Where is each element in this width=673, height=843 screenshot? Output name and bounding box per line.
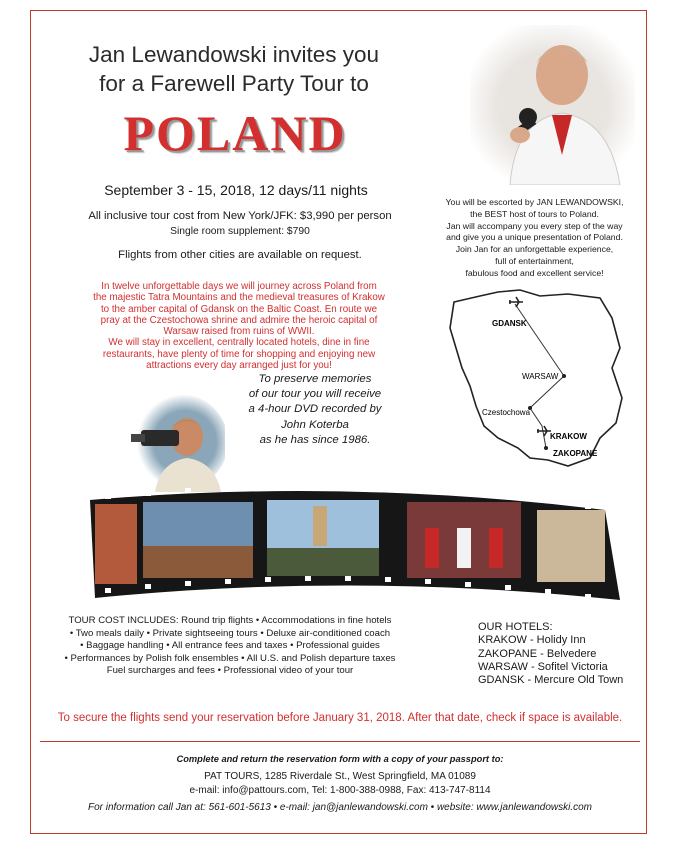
- jan-contact: For information call Jan at: 561-601-5613 • e-mail: jan@janlewandowski.com • website: www.janlewandowski.com: [87, 802, 593, 813]
- map-label-czestochowa: Czestochowa: [482, 408, 531, 417]
- poland-map: [440, 288, 630, 478]
- itinerary-line: restaurants, have plenty of time for shopping and enjoying new: [102, 348, 376, 360]
- map-label-warsaw: WARSAW: [522, 372, 559, 381]
- itinerary-line: to the amber capital of Gdansk on the Baltic Coast. En route we: [100, 303, 378, 315]
- zakopane-dot: [544, 446, 548, 450]
- hotels-heading: OUR HOTELS:: [478, 621, 553, 633]
- escort-line: Jan will accompany you every step of the way: [446, 220, 623, 231]
- includes-line: TOUR COST INCLUDES: Round trip flights • Accommodations in fine hotels: [68, 615, 392, 626]
- tour-cost: All inclusive tour cost from New York/JFK: $3,990 per person: [88, 210, 392, 222]
- company-phone-email: e-mail: info@pattours.com, Tel: 1-800-388-0988, Fax: 413-747-8114: [189, 785, 491, 797]
- hotel-item: WARSAW - Sofitel Victoria: [478, 660, 608, 673]
- includes-line: Fuel surcharges and fees • Professional video of your tour: [106, 665, 354, 677]
- flights-note: Flights from other cities are available on request.: [118, 249, 362, 261]
- itinerary-line: In twelve unforgettable days we will journey across Poland from: [101, 281, 377, 292]
- company-contact: [40, 770, 640, 799]
- film-frame-musician: [537, 510, 605, 582]
- escort-line: Join Jan for an unforgettable experience,: [455, 244, 614, 255]
- country-heading: POLAND: [123, 105, 347, 161]
- escort-line: full of entertainment,: [495, 255, 574, 266]
- page-title: [62, 40, 406, 98]
- escort-line: the BEST host of tours to Poland.: [470, 208, 599, 219]
- hotel-item: KRAKOW - Holidy Inn: [478, 634, 586, 647]
- dvd-line: a 4-hour DVD recorded by: [248, 403, 382, 416]
- dvd-line: of our tour you will receive: [248, 388, 382, 401]
- itinerary-line: We will stay in excellent, centrally located hotels, dine in fine: [108, 337, 370, 349]
- reservation-deadline: To secure the flights send your reservation before January 31, 2018. After that date, check if space is available.: [57, 712, 623, 724]
- title-line: Jan Lewandowski invites you: [88, 42, 380, 67]
- includes-line: • Performances by Polish folk ensembles • All U.S. and Polish departure taxes: [64, 652, 396, 664]
- tour-includes: [40, 615, 420, 678]
- single-supplement: Single room supplement: $790: [170, 226, 310, 237]
- map-label-gdansk: GDANSK: [492, 319, 527, 328]
- hotel-item: ZAKOPANE - Belvedere: [478, 647, 597, 660]
- film-strip: [85, 470, 625, 620]
- jan-photo: [470, 25, 635, 185]
- company-address: PAT TOURS, 1285 Riverdale St., West Springfield, MA 01089: [204, 771, 476, 782]
- itinerary-line: attractions every day arranged just for you!: [146, 360, 332, 372]
- itinerary-line: the majestic Tatra Mountains and the medieval treasures of Krakow: [93, 292, 385, 304]
- map-label-krakow: KRAKOW: [550, 432, 587, 441]
- itinerary-line: Warsaw raised from ruins of WWII.: [163, 326, 315, 338]
- reservation-instructions: Complete and return the reservation form with a copy of your passport to:: [176, 754, 504, 764]
- dvd-line: as he has since 1986.: [259, 433, 371, 446]
- dvd-text: [225, 372, 405, 448]
- map-label-zakopane: ZAKOPANE: [553, 449, 598, 458]
- itinerary-line: pray at the Czestochowa shrine and admire the heroic capital of: [100, 314, 378, 326]
- includes-line: • Two meals daily • Private sightseeing tours • Deluxe air-conditioned coach: [69, 627, 391, 639]
- divider: [40, 741, 640, 742]
- escort-line: fabulous food and excellent service!: [465, 267, 604, 278]
- hotel-item: GDANSK - Mercure Old Town: [478, 674, 624, 687]
- title-line: for a Farewell Party Tour to: [99, 71, 369, 96]
- itinerary-text: [80, 281, 398, 371]
- hotels-list: [478, 621, 638, 687]
- warsaw-dot: [562, 374, 566, 378]
- escort-line: and give you a unique presentation of Poland.: [446, 232, 623, 243]
- escort-text: [428, 197, 641, 280]
- dvd-line: John Koterba: [281, 418, 349, 431]
- dvd-line: To preserve memories: [258, 373, 372, 385]
- includes-line: • Baggage handling • All entrance fees and taxes • Professional guides: [80, 640, 380, 652]
- escort-line: You will be escorted by JAN LEWANDOWSKI,: [445, 197, 624, 207]
- tour-dates: September 3 - 15, 2018, 12 days/11 nights: [104, 182, 368, 198]
- film-frame-folk: [95, 504, 137, 584]
